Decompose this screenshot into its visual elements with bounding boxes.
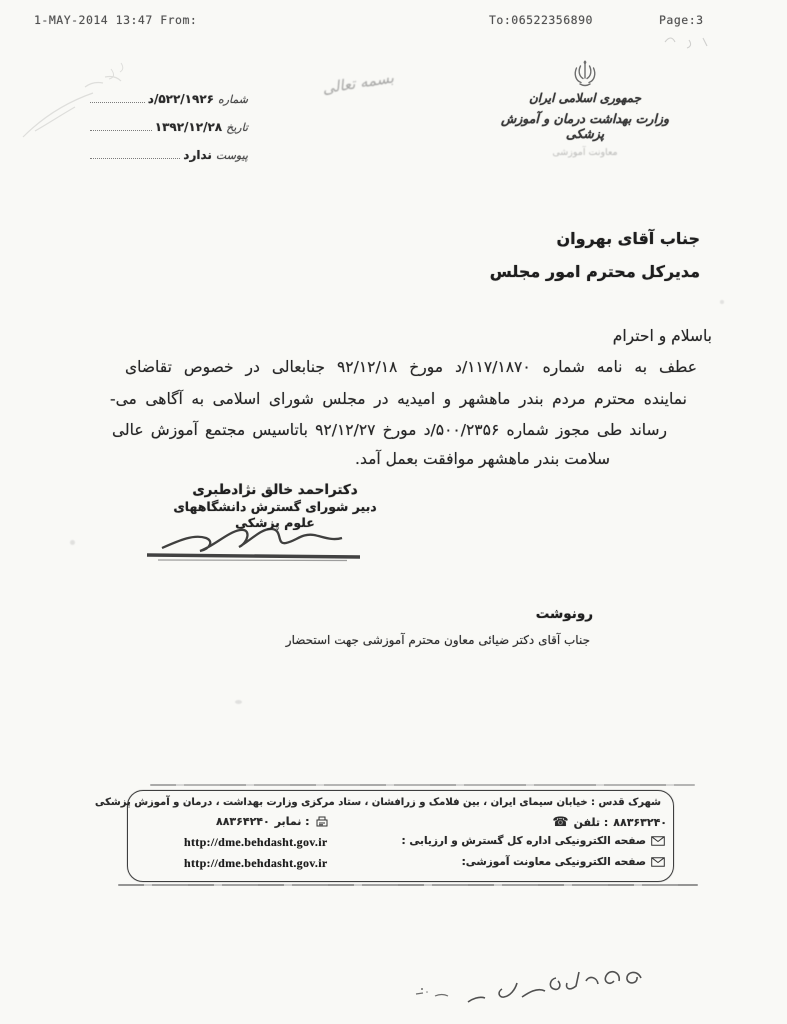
signature-name: دکتراحمد خالق نژادطبری [192,482,358,498]
footer-contact-box [95,790,674,882]
recipient-name: جناب آقای بهروان [556,229,700,248]
body-line: عطف به نامه شماره ۱۱۷/۱۸۷۰/د مورخ ۹۲/۱۲/۱۸ جنابعالی در خصوص تقاضای [125,358,697,376]
fax-page-text: Page:3 [659,13,704,27]
phone-number-group [552,815,667,830]
footer-address-row [95,797,665,808]
web1-label: صفحه الکترونیکی اداره کل گسترش و ارزیابی : [401,835,646,847]
iran-emblem-icon [573,58,597,88]
scan-noise-marks-right [655,22,715,52]
ref-number-value: ۵۲۲/۱۹۲۶/د [147,92,214,106]
envelope-icon [651,836,665,846]
dotted-leader [90,102,145,103]
signature-title-2: علوم پزشکی [235,515,315,530]
letterhead-country: جمهوری اسلامی ایران [528,91,642,105]
body-line: سلامت بندر ماهشهر موافقت بعمل آمد. [355,450,610,468]
cc-recipient: جناب آقای دکتر ضیائی معاون محترم آموزشی جهت استحضار [285,633,590,647]
ref-date-value: ۱۳۹۲/۱۲/۲۸ [154,120,223,134]
ref-attachment-row [90,134,248,162]
ref-number-row [90,78,248,106]
ref-number-label: شماره [217,93,248,106]
body-salutation: باسلام و احترام [612,327,712,345]
web2-label: صفحه الکترونیکی معاونت آموزشی: [461,856,646,868]
scan-artifact-line-bottom [118,884,698,886]
fax-number: ۸۸۳۶۴۲۴۰ [216,815,270,828]
fax-datetime-text: 1-MAY-2014 13:47 From: [34,13,198,27]
reference-fields [90,78,248,162]
phone-icon: ☎ [552,815,569,830]
letterhead-department: معاونت آموزشی [552,147,618,158]
body-line: رساند طی مجوز شماره ۵۰۰/۲۳۵۶/د مورخ ۹۲/۱۲/۲۷ باتاسیس مجتمع آموزش عالی [112,421,667,439]
cc-header: رونوشت [535,606,593,622]
fax-number-group [216,815,329,828]
letterhead [497,58,673,158]
fax-to-text: To:06522356890 [489,13,593,27]
dotted-leader [90,130,152,131]
web1-row [402,835,665,847]
fax-icon [315,816,329,827]
bismillah-note: بسمه تعالی [321,68,396,98]
web1-url: http://dme.behdasht.gov.ir [184,835,328,849]
footer-address: شهرک قدس : خیابان سیمای ایران ، بین فلامک و زرافشان ، ستاد مرکزی وزارت بهداشت ، درمان و آموزش پزشکی [95,797,661,808]
fax-label: نمابر : [274,815,310,828]
ref-date-row [90,106,248,134]
phone-label: تلفن : [573,816,609,829]
ref-attachment-label: پیوست [215,149,248,162]
dotted-leader [90,158,180,159]
web2-row [462,856,665,868]
signature-title-1: دبیر شورای گسترش دانشگاههای [173,499,377,514]
signature-scrawl [142,512,387,562]
web2-url: http://dme.behdasht.gov.ir [184,856,328,870]
signature-block [150,482,400,530]
ref-attachment-value: ندارد [183,148,212,162]
handwritten-note [405,952,655,1007]
phone-number: ۸۸۳۶۳۲۴۰ [613,816,667,829]
envelope-icon [651,857,665,867]
body-line: نماینده محترم مردم بندر ماهشهر و امیدیه در مجلس شورای اسلامی به آگاهی می- [110,390,687,408]
ref-date-label: تاریخ [226,121,248,134]
recipient-title: مدیرکل محترم امور مجلس [489,262,700,281]
letterhead-ministry: وزارت بهداشت درمان و آموزش پزشکی [500,111,670,141]
scan-artifact-line-top [150,784,695,786]
